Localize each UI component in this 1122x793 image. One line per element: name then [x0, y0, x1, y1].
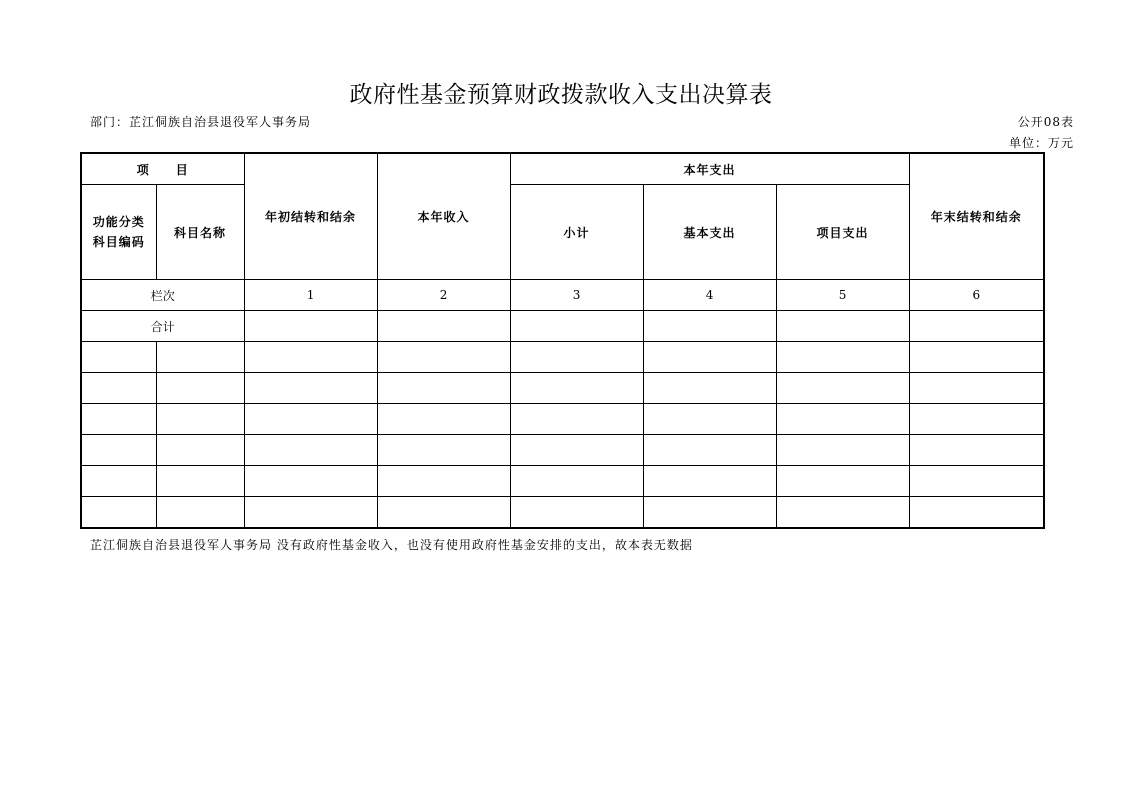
- row-cell: [244, 404, 377, 435]
- row-cell: [377, 373, 510, 404]
- row-code: [81, 435, 156, 466]
- column-number: 1: [244, 280, 377, 311]
- row-cell: [643, 497, 776, 529]
- row-cell: [377, 435, 510, 466]
- row-cell: [377, 404, 510, 435]
- total-row: [81, 311, 1044, 342]
- row-cell: [510, 497, 643, 529]
- header-opening-balance: 年初结转和结余: [244, 153, 377, 280]
- row-cell: [510, 435, 643, 466]
- row-cell: [244, 342, 377, 373]
- column-index-row: [81, 280, 1044, 311]
- unit-label: 单位：万元: [1008, 136, 1074, 150]
- row-cell: [776, 497, 909, 529]
- row-cell: [244, 435, 377, 466]
- row-cell: [643, 466, 776, 497]
- row-cell: [510, 466, 643, 497]
- table-row: [81, 466, 1044, 497]
- row-code: [81, 373, 156, 404]
- row-cell: [244, 466, 377, 497]
- header-subject-name: 科目名称: [156, 185, 244, 280]
- header-item: 项 目: [81, 153, 244, 185]
- header-basic: 基本支出: [643, 185, 776, 280]
- header-row-1: [81, 153, 1044, 185]
- row-cell: [643, 373, 776, 404]
- header-row-2: [81, 185, 1044, 280]
- row-name: [156, 373, 244, 404]
- table-row: [81, 435, 1044, 466]
- row-cell: [643, 435, 776, 466]
- row-name: [156, 404, 244, 435]
- row-cell: [244, 497, 377, 529]
- row-cell: [909, 373, 1044, 404]
- row-cell: [909, 466, 1044, 497]
- row-cell: [776, 466, 909, 497]
- column-number: 4: [643, 280, 776, 311]
- row-cell: [510, 342, 643, 373]
- row-cell: [377, 342, 510, 373]
- header-func-code: [81, 185, 156, 280]
- row-code: [81, 497, 156, 529]
- row-cell: [776, 342, 909, 373]
- table-row: [81, 497, 1044, 529]
- column-number: 5: [776, 280, 909, 311]
- header-subtotal: 小计: [510, 185, 643, 280]
- row-cell: [377, 497, 510, 529]
- row-code: [81, 466, 156, 497]
- row-cell: [776, 435, 909, 466]
- total-cell: [776, 311, 909, 342]
- budget-table: [80, 152, 1045, 529]
- row-cell: [244, 373, 377, 404]
- row-name: [156, 466, 244, 497]
- footnote: 芷江侗族自治县退役军人事务局 没有政府性基金收入，也没有使用政府性基金安排的支出，故本表无数据: [90, 538, 693, 552]
- row-cell: [909, 497, 1044, 529]
- header-project: 项目支出: [776, 185, 909, 280]
- row-name: [156, 497, 244, 529]
- column-number: 3: [510, 280, 643, 311]
- row-cell: [643, 404, 776, 435]
- row-cell: [909, 435, 1044, 466]
- column-index-label: 栏次: [81, 280, 244, 311]
- column-number: 2: [377, 280, 510, 311]
- table-row: [81, 373, 1044, 404]
- total-cell: [377, 311, 510, 342]
- row-name: [156, 435, 244, 466]
- table-row: [81, 342, 1044, 373]
- header-income: 本年收入: [377, 153, 510, 280]
- table-row: [81, 404, 1044, 435]
- row-code: [81, 342, 156, 373]
- total-label: 合计: [81, 311, 244, 342]
- column-number: 6: [909, 280, 1044, 311]
- header-func-code-line1: 功能分类: [92, 215, 145, 229]
- total-cell: [643, 311, 776, 342]
- total-cell: [909, 311, 1044, 342]
- header-func-code-line2: 科目编码: [92, 235, 145, 249]
- row-name: [156, 342, 244, 373]
- row-code: [81, 404, 156, 435]
- row-cell: [909, 342, 1044, 373]
- table-number: 公开08表: [1017, 115, 1074, 129]
- row-cell: [909, 404, 1044, 435]
- department-label: 部门：芷江侗族自治县退役军人事务局: [90, 115, 312, 129]
- row-cell: [377, 466, 510, 497]
- total-cell: [244, 311, 377, 342]
- header-closing-balance: 年末结转和结余: [909, 153, 1044, 280]
- row-cell: [776, 404, 909, 435]
- header-expenditure: 本年支出: [510, 153, 909, 185]
- row-cell: [643, 342, 776, 373]
- row-cell: [510, 404, 643, 435]
- row-cell: [510, 373, 643, 404]
- page-title: 政府性基金预算财政拨款收入支出决算表: [349, 82, 773, 108]
- row-cell: [776, 373, 909, 404]
- total-cell: [510, 311, 643, 342]
